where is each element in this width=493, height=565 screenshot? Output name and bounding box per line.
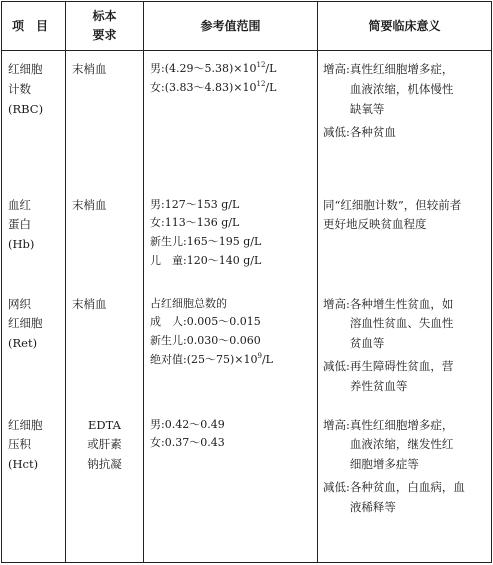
reference-line: 男$:(4.29\sim 5.38)\times 10^{12}/L$ <box>150 61 277 75</box>
reference-cell <box>144 187 318 286</box>
significance-increase: 增高: 真性红细胞增多症， 血液浓缩，继发性红 细胞增多症等 <box>323 417 454 472</box>
item-name-line: 红细胞 <box>8 62 43 76</box>
specimen-line: 钠抗凝 <box>87 457 122 472</box>
specimen-cell <box>66 286 144 407</box>
item-name-line: 压积 <box>8 437 31 452</box>
item-abbrev: (RBC) <box>8 101 44 116</box>
reference-line: 男:0.42～0.49 <box>150 417 225 431</box>
reference-line: 成 人:0.005～0.015 <box>150 315 261 329</box>
table-row-rbc <box>2 51 492 187</box>
reference-cell <box>144 407 318 563</box>
reference-range-table <box>1 1 492 563</box>
reference-line: 女:0.37～0.43 <box>150 436 225 450</box>
header-row <box>2 2 492 51</box>
item-cell <box>2 51 66 187</box>
reference-cell <box>144 51 318 187</box>
item-cell <box>2 286 66 407</box>
specimen-line: 末梢血 <box>72 296 107 311</box>
item-abbrev: (Hct) <box>8 457 39 472</box>
significance-cell <box>318 51 492 187</box>
reference-line: 新生儿:165～195 g/L <box>150 235 262 249</box>
reference-line: 占红细胞总数的 <box>150 296 227 310</box>
item-abbrev: (Hb) <box>8 237 35 252</box>
reference-line: 女:113～136 g/L <box>150 216 240 230</box>
significance-decrease: 减低: 再生障碍性贫血，营 养性贫血等 <box>323 358 454 393</box>
reference-line: 男:127～153 g/L <box>150 197 240 211</box>
significance-cell <box>318 407 492 563</box>
header-reference: 参考值范围 <box>144 2 318 51</box>
reference-line: 新生儿:0.030～0.060 <box>150 334 261 348</box>
header-specimen-line2: 要求 <box>92 28 117 42</box>
significance-increase: 增高: 各种增生性贫血，如 溶血性贫血、失血性 贫血等 <box>323 296 454 351</box>
reference-line: 女$:(3.83\sim 4.83)\times 10^{12}/L$ <box>150 79 277 94</box>
table-row-hct <box>2 407 492 563</box>
specimen-cell <box>66 407 144 563</box>
item-name-line: 红细胞 <box>8 417 43 432</box>
reference-line: 儿 童:120～140 g/L <box>150 254 262 268</box>
specimen-line: EDTA <box>88 417 121 432</box>
item-name-line: 红细胞 <box>8 316 43 331</box>
significance-decrease: 减低: 各种贫血 <box>323 125 396 140</box>
reference-line: 绝对值$:(25\sim 75)\times 10^9/L$ <box>150 352 273 367</box>
specimen-line: 或肝素 <box>87 437 122 452</box>
specimen-cell <box>66 187 144 286</box>
header-significance: 简要临床意义 <box>318 2 492 51</box>
significance-line: 更好地反映贫血程度 <box>323 217 427 232</box>
header-item: 项 目 <box>2 2 66 51</box>
header-specimen <box>66 2 144 51</box>
item-name-line: 计数 <box>8 81 31 96</box>
item-cell <box>2 407 66 563</box>
specimen-line: 末梢血 <box>72 62 107 76</box>
item-abbrev: (Ret) <box>8 336 38 351</box>
significance-decrease: 减低: 各种贫血，白血病，血 液稀释等 <box>323 479 465 514</box>
significance-cell <box>318 187 492 286</box>
header-specimen-line1: 标本 <box>92 9 117 24</box>
reference-cell <box>144 286 318 407</box>
table-row-hb <box>2 187 492 286</box>
item-name-line: 血红 <box>8 197 31 212</box>
item-name-line: 网织 <box>8 296 31 311</box>
item-name-line: 蛋白 <box>8 217 31 232</box>
specimen-cell <box>66 51 144 187</box>
significance-line: 同“红细胞计数”，但较前者 <box>323 197 462 212</box>
specimen-line: 末梢血 <box>72 197 107 212</box>
item-cell <box>2 187 66 286</box>
significance-increase: 增高: 真性红细胞增多症， 血液浓缩，机体慢性 缺氧等 <box>323 62 454 116</box>
significance-cell <box>318 286 492 407</box>
table-row-ret <box>2 286 492 407</box>
